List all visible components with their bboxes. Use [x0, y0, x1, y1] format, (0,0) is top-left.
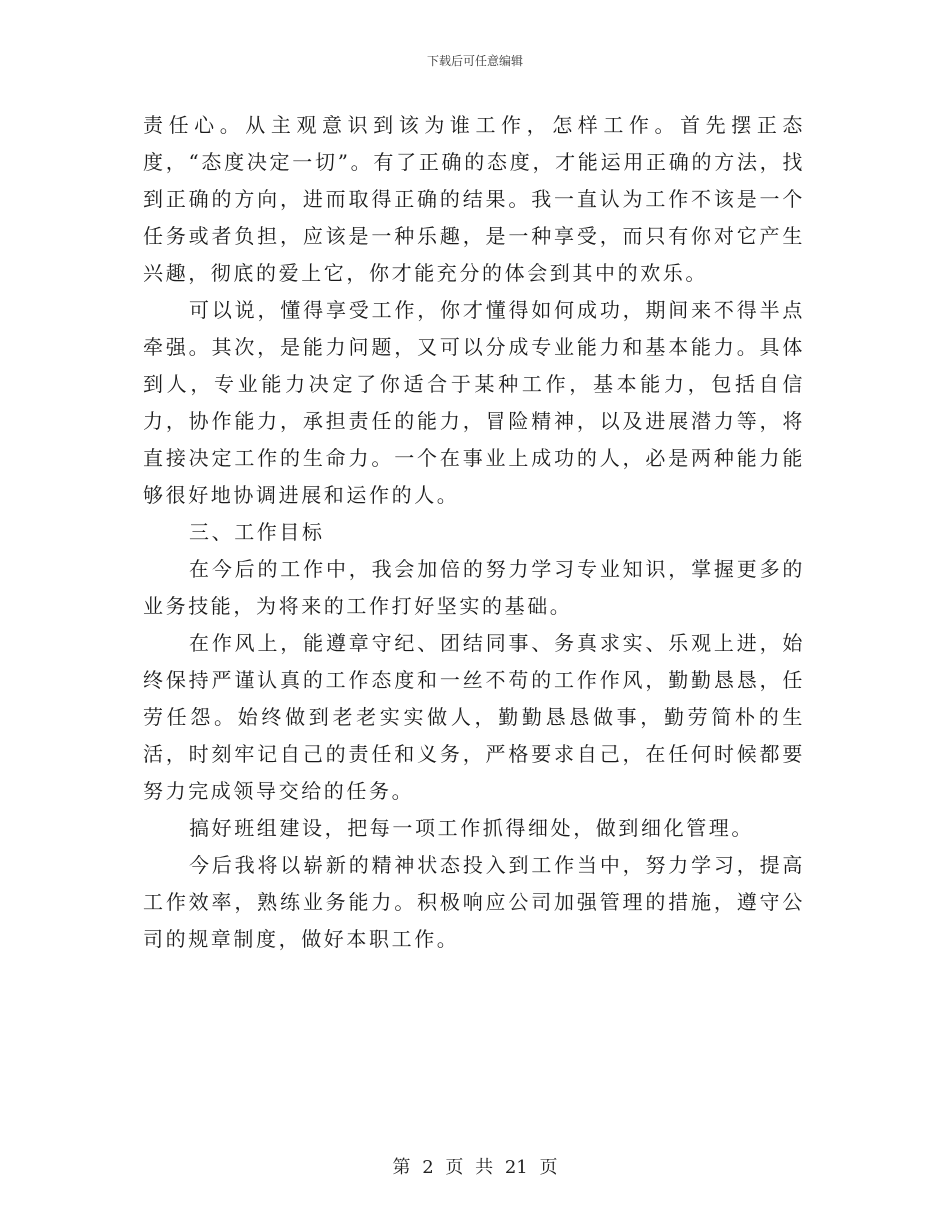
- paragraph-2: 可以说，懂得享受工作，你才懂得如何成功，期间来不得半点牵强。其次，是能力问题，又可以分成专业能力和基本能力。具体到人，专业能力决定了你适合于某种工作，基本能力，包括自信力，协作能力，承担责任的能力，冒险精神，以及进展潜力等，将直接决定工作的生命力。一个在事业上成功的人，必是两种能力能够很好地协调进展和运作的人。: [143, 298, 805, 507]
- page-footer: 第 2 页 共 21 页: [392, 1157, 558, 1178]
- paragraph-1: 责任心。从主观意识到该为谁工作，怎样工作。首先摆正态度，“态度决定一切”。有了正确的态度，才能运用正确的方法，找到正确的方向，进而取得正确的结果。我一直认为工作不该是一个任务或者负担，应该是一种乐趣，是一种享受，而只有你对它产生兴趣，彻底的爱上它，你才能充分的体会到其中的欢乐。: [143, 113, 805, 285]
- paragraph-6: 今后我将以崭新的精神状态投入到工作当中，努力学习，提高工作效率，熟练业务能力。积极响应公司加强管理的措施，遵守公司的规章制度，做好本职工作。: [143, 853, 805, 951]
- paragraph-3: 在今后的工作中，我会加倍的努力学习专业知识，掌握更多的业务技能，为将来的工作打好坚实的基础。: [143, 557, 805, 618]
- paragraph-5: 搞好班组建设，把每一项工作抓得细处，做到细化管理。: [189, 816, 754, 840]
- section-heading: 三、工作目标: [189, 520, 325, 544]
- paragraph-4: 在作风上，能遵章守纪、团结同事、务真求实、乐观上进，始终保持严谨认真的工作态度和一丝不苟的工作作风，勤勤恳恳，任劳任怨。始终做到老老实实做人，勤勤恳恳做事，勤劳简朴的生活，时刻牢记自己的责任和义务，严格要求自己，在任何时候都要努力完成领导交给的任务。: [143, 631, 805, 803]
- page-header: 下载后可任意编辑: [426, 54, 523, 68]
- document-body: [143, 107, 805, 958]
